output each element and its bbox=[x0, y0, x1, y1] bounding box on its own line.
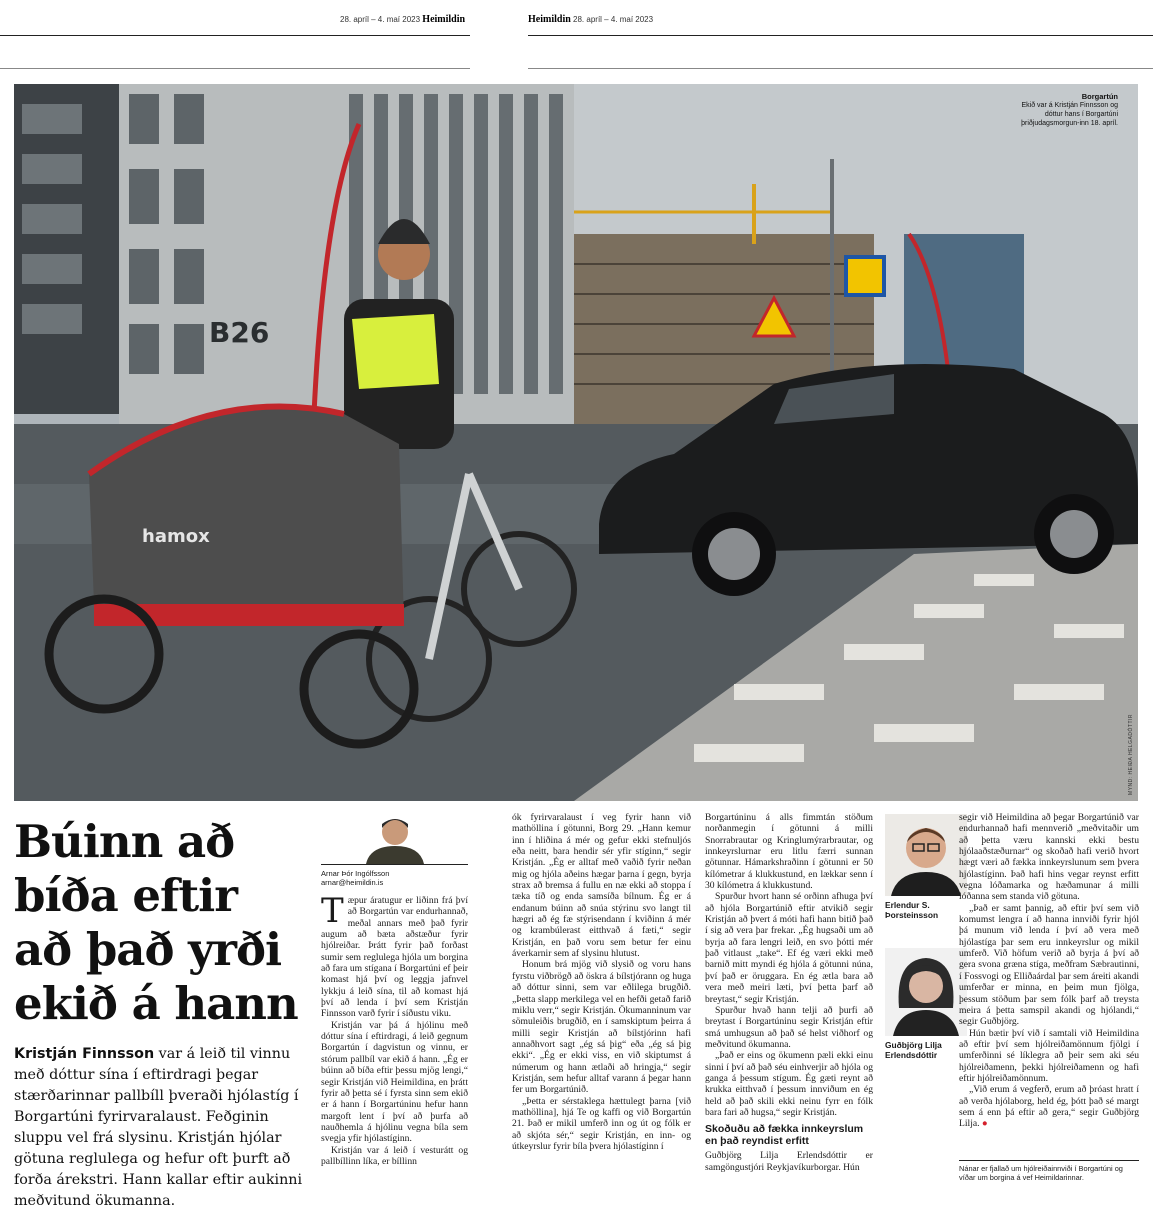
col1-para-2: Kristján var þá á hjólinu með dóttur sína í eftirdragi, á leið gegnum Borgartún í dagvistun og vinnu, er stórum pallbíl var ekið á hann. „Ég er búinn að bíða eftir þessu mjög lengi,“ segir Kristján við Heimildina, en þrátt fyrir að þetta sé í fyrsta sinn sem ekið er á hann í Borgartúninu hefur hann margoft lent í því að þurfa að nauðhemla á hjólinu vegna bíla sem svegja yfir hjólastíginn. bbox=[321, 1019, 468, 1145]
end-mark: ● bbox=[981, 1118, 988, 1130]
col4-para-2: „Það er samt þannig, að eftir því sem við komumst lengra í að hanna innviði fyrir hjól þá munum við lenda í því að vera með hjólastíga þar sem eru innkeyrslur og mikil umferð. Við höfum verið að byrja á því að gera svona græna stíga, meðfram Sæbrautinni, í Fossvogi og Elliðaárdal þar sem áreiti akandi umferðar er minna, en þeim mun fjölga, þessum stöðum þar sem fólk þarf að treysta meira á þetta samspil akandi og hjólandi,“ segir Guðbjörg. bbox=[959, 902, 1139, 1028]
header-right-brand: Heimildin bbox=[528, 14, 571, 25]
body-column-2 bbox=[512, 812, 691, 1195]
body-column-3 bbox=[705, 812, 873, 1195]
col1-para-3: Kristján var á leið í vesturátt og pallbíllinn líka, er bíllinn bbox=[321, 1144, 468, 1167]
col3-para-4: „Það er eins og ökumenn pæli ekki einu sinni í því að það séu einhverjir að hjóla og ganga á þessum stígum. Ég gæti reynt að krukka eitthvað í þessum innviðum en ég held að það skili ekki neinu fyrr en fólk bara fari að hugsa,“ segir Kristján. bbox=[705, 1050, 873, 1118]
photo-trailer-brand: hamox bbox=[142, 526, 210, 547]
article-headline: Búinn að bíða eftir að það yrði ekið á hann bbox=[14, 815, 298, 1030]
header-left-date: 28. apríl – 4. maí 2023 bbox=[340, 15, 421, 24]
section-rule-right bbox=[528, 68, 1153, 69]
photo-sign-b26: B26 bbox=[209, 316, 270, 349]
section-rule-left bbox=[0, 68, 470, 69]
col3-para-1: Borgartúninu á alls fimmtán stöðum norðanmegin í götunni á milli Snorrabrautar og Kringlumýrarbrautar, og innkeyrslurnar eru litlu færri sunnan götunnar. Hámarkshraðinn í götunni er 50 kílómetrar á klukkustund, en lækkar senn í 30 kílómetra á klukkustund. bbox=[705, 812, 873, 892]
dropcap: T bbox=[321, 895, 344, 931]
col2-para-2: Honum brá mjög við slysið og voru hans fyrstu viðbrögð að öskra á bílstjórann og huga að dóttur sinni, sem var eðlilega brugðið. „Þetta slapp merkilega vel en hefði getað farið miklu verr,“ segir Kristján. Ökumanninum var sömuleiðis brugðið, en í samskiptum þeirra á milli segir Kristján að bílstjórinn hafi annaðhvort sagt „ég sá þig“ eða „ég sá þig ekki“. „Ég er ekki viss, en við skiptumst á númerum og hann ætlaði að hringja,“ segir Kristján, sem hefur alltaf varann á þegar hann fer um Borgartúnið. bbox=[512, 959, 691, 1096]
photo-caption bbox=[1018, 92, 1118, 128]
col1-para-1: Tæpur áratugur er liðinn frá því að Borgartún var endurhannað, meðal annars með það fyrir augum að bæta aðstæður fyrir hjólreiðar. Þrátt fyrir það forðast sumir sem reglulega hjóla um borgina að fara um stígana í Borgartúni ef þeir komast hjá því og leggja jafnvel lykkju á leið sína, til að komast hjá því að lenda í því sem Kristján Finnsson varð fyrir í síðustu viku. bbox=[321, 895, 468, 1020]
photo-caption-text: Ekið var á Kristján Finnsson og dóttur hans í Borgartúni þriðjudagsmorgun-inn 18. apríl. bbox=[1021, 102, 1118, 127]
main-photo bbox=[14, 84, 1138, 801]
article-footnote: Nánar er fjallað um hjólreiðainnviði í Borgartúni og víðar um borgina á vef Heimildarinnar. bbox=[959, 1160, 1139, 1182]
mugshot-name-erlendur: Erlendur S. Þorsteinsson bbox=[885, 900, 939, 920]
photo-credit: MYND: HEIÐA HELGADÓTTIR bbox=[1128, 714, 1134, 795]
page-header-right bbox=[528, 14, 653, 25]
header-right-date: 28. apríl – 4. maí 2023 bbox=[573, 15, 654, 24]
body-column-4 bbox=[959, 812, 1139, 1157]
header-rule-left bbox=[0, 35, 470, 36]
body-column-1 bbox=[321, 895, 468, 1195]
lede-text: var á leið til vinnu með dóttur sína í eftirdragi þegar stærðarinnar pallbíll þveraði hjólastíg í Borgartúni fyrirvaralaust. Feðginin sluppu vel frá slysinu. Kristján hjólar götuna reglulega og hefur oft þurft að forða árekstri. Hann kallar eftir aukinni meðvitund ökumanna. bbox=[14, 1046, 303, 1209]
col3-para-5: Guðbjörg Lilja Erlendsdóttir er samgöngustjóri Reykjavíkurborgar. Hún bbox=[705, 1150, 873, 1173]
author-name: Arnar Þór Ingólfsson bbox=[321, 869, 390, 878]
mugshot-gudbjorg bbox=[885, 948, 967, 1060]
author-rule bbox=[321, 864, 468, 865]
author-email[interactable]: arnar@heimildin.is bbox=[321, 878, 384, 887]
photo-illustration bbox=[14, 84, 1138, 801]
col4-para-3: Hún bætir því við í samtali við Heimildina að eftir því sem hjólreiðamönnum fjölgi í umferðinni sé líklegra að þeir sem aki séu hjólreiðamenn, þekki hjólreiðamenn og hafi eftir hjólreiðamönnum. bbox=[959, 1027, 1139, 1084]
col4-para-1: segir við Heimildina að þegar Borgartúnið var endurhannað hafi mennverið „meðvitaðir um að þetta væru kannski ekki bestu hjólaaðstæðurnar“ og skoðað hafi verið hvort hægt væri að fækka innkeyrslunum sem þvera hjólastíginn. Það hafi hins vegar reynst erfitt vegna lóðamarka og hæðamunar á milli lóðanna sem standa við götuna. bbox=[959, 812, 1139, 903]
mugshot-name-gudbjorg: Guðbjörg Lilja Erlendsdóttir bbox=[885, 1040, 942, 1060]
mugshot-photo-gudbjorg bbox=[885, 948, 967, 1036]
photo-caption-title: Borgartún bbox=[1081, 92, 1118, 101]
col2-para-3: „Þetta er sérstaklega hættulegt þarna [við mathöllina], hjá Te og kaffi og við Borgartún 21. Það er mikil umferð inn og út og fólk er að skjóta sér,“ segir Kristján, en inn- og útkeyrslur fyrir bíla þvera hjólastíginn í bbox=[512, 1095, 691, 1152]
header-left-brand: Heimildin bbox=[422, 14, 466, 25]
page-header-left bbox=[340, 14, 465, 25]
mugshot-erlendur bbox=[885, 814, 967, 920]
col3-para-2: Spurður hvort hann sé orðinn afhuga því að hjóla Borgartúnið eftir atvikið segir Kristján að þvert á móti hafi hann bitið það í sig að vera þar frekar. „Ég hugsaði um að byrja að fara lengri leið, en svo þótti mér það vitlaust „take“. Ef ég væri ekki með barnið mitt myndi ég hjóla á götunni núna, því það er öruggara. En ég ætla bara að vera með meiri læti, því þetta þarf að breytast,“ segir Kristján. bbox=[705, 891, 873, 1005]
col2-para-1: ók fyrirvaralaust í veg fyrir hann við mathöllina í götunni, Borg 29. „Hann kemur inn í hliðina á mér og gefur ekki stefnuljós eða neitt, bara hendir sér yfir stíginn,“ segir Kristján. „Ég er alltaf með vaðið fyrir neðan mig og hjóla aðeins hægar þarna í gegn, byrja strax að bremsa á fullu en næ ekki að stoppa í tæka tíð og enda samsíða bílnum. Ég er á endanum búinn að snúa stýrinu svo langt til hægri að ég fæ stýrisendann í kviðinn á mér og krambúlerast eitthvað á fæti,“ segir Kristján, en það voru sem betur fer einu áverkarnir sem af slysinu hlutust. bbox=[512, 812, 691, 960]
header-rule-right bbox=[528, 35, 1153, 36]
col3-para-3: Spurður hvað hann telji að þurfi að breytast í Borgartúninu segir Kristján eftir smá umhugsun að það sé helst viðhorf og meðvitund ökumanna. bbox=[705, 1004, 873, 1050]
mugshot-photo-erlendur bbox=[885, 814, 967, 896]
lede-name: Kristján Finnsson bbox=[14, 1046, 155, 1062]
col3-subhead: Skoðuðu að fækka innkeyrslum en það reyndist erfitt bbox=[705, 1123, 864, 1148]
author-box bbox=[321, 812, 468, 887]
author-avatar bbox=[360, 812, 430, 864]
col4-para-4: „Við erum á vegferð, erum að þróast hratt í að verða hjólaborg, held ég, þótt það sé margt sem á enn þá eftir að gera,“ segir Guðbjörg Lilja. ● bbox=[959, 1084, 1139, 1130]
article-lede bbox=[14, 1044, 314, 1212]
